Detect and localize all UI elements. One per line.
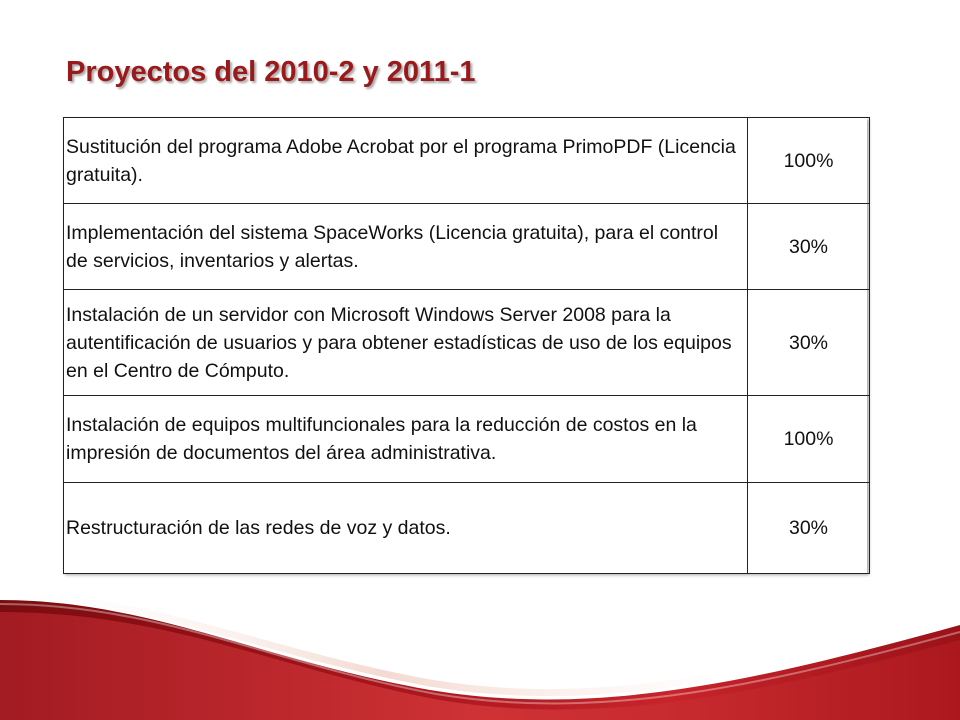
project-progress: 30%	[748, 483, 870, 574]
project-progress: 30%	[748, 204, 870, 290]
project-description: Implementación del sistema SpaceWorks (Licencia gratuita), para el control de servicios, inventarios y alertas.	[64, 204, 748, 290]
projects-table-container	[63, 117, 867, 573]
table-row	[64, 483, 870, 574]
projects-table	[63, 117, 870, 574]
slide-title: Proyectos del 2010-2 y 2011-1	[66, 56, 476, 88]
project-description: Instalación de equipos multifuncionales para la reducción de costos en la impresión de documentos del área administrativa.	[64, 396, 748, 483]
table-row	[64, 204, 870, 290]
table-row	[64, 118, 870, 204]
project-progress: 30%	[748, 290, 870, 396]
project-progress: 100%	[748, 396, 870, 483]
project-description: Sustitución del programa Adobe Acrobat por el programa PrimoPDF (Licencia gratuita).	[64, 118, 748, 204]
table-row	[64, 396, 870, 483]
table-row	[64, 290, 870, 396]
project-description: Instalación de un servidor con Microsoft Windows Server 2008 para la autentificación de usuarios y para obtener estadísticas de uso de los equipos en el Centro de Cómputo.	[64, 290, 748, 396]
project-progress: 100%	[748, 118, 870, 204]
project-description: Restructuración de las redes de voz y datos.	[64, 483, 748, 574]
